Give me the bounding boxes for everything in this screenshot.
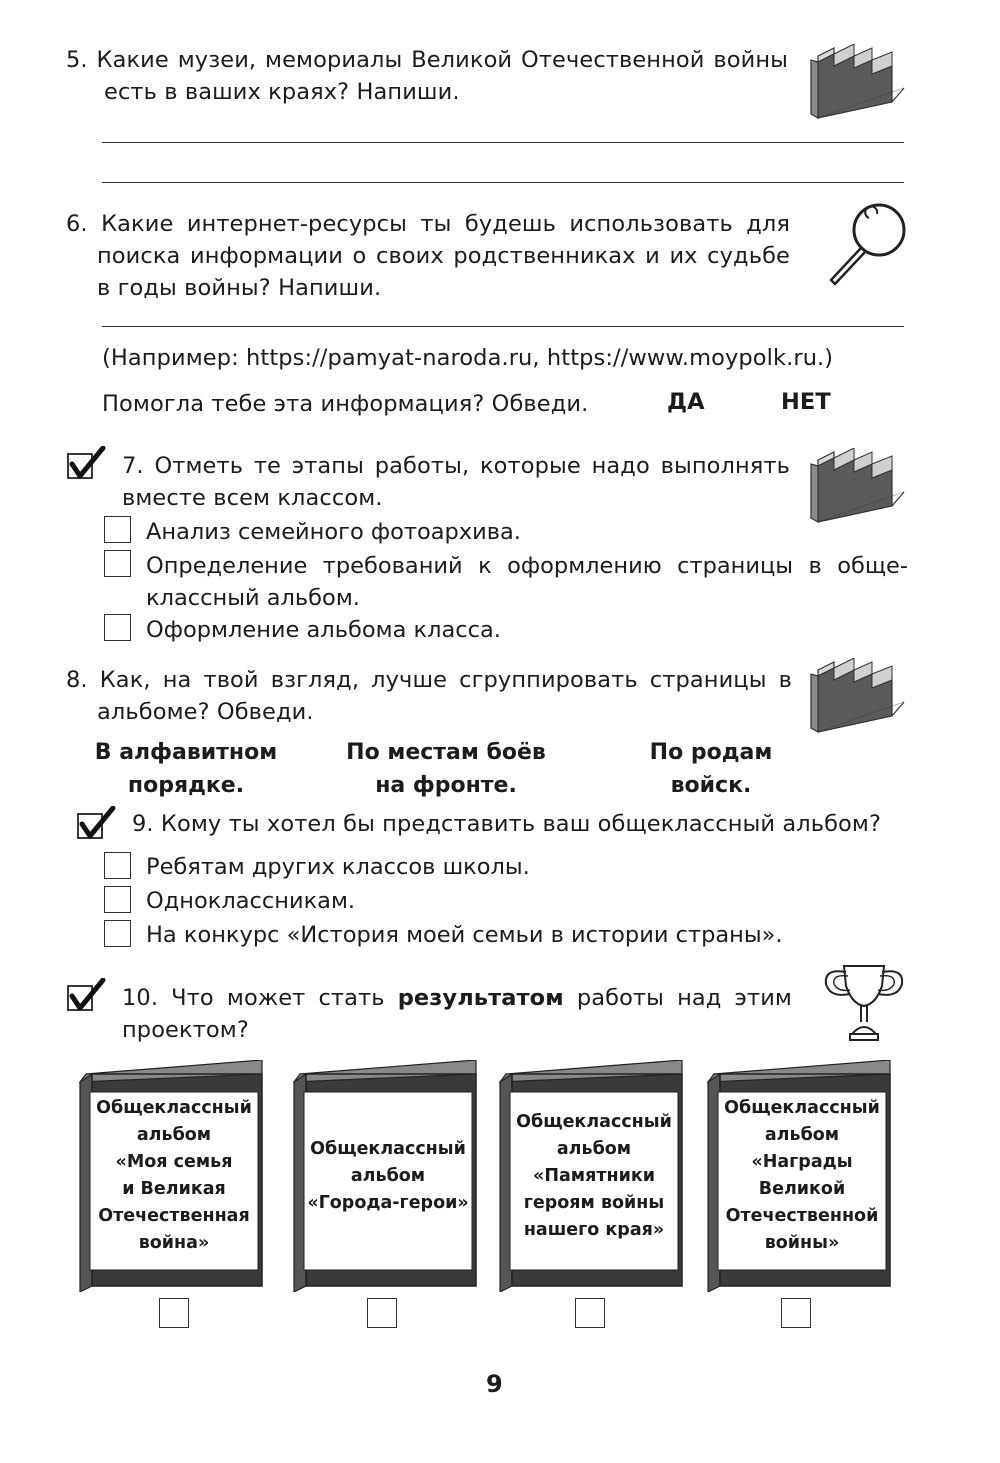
page-number: 9 [486,1370,503,1398]
trophy-icon [814,960,914,1044]
q8-choice1-line1: В алфавитном [94,740,278,765]
stairs-icon [808,658,908,738]
q6-example: (Например: https://pamyat-naroda.ru, https://www.moypolk.ru.) [102,345,834,371]
q9-option3-checkbox[interactable] [104,920,131,947]
q9-text-line1: 9. Кому ты хотел бы представить ваш общеклассный альбом? [132,811,882,837]
q7-text-line1: 7. Отметь те этапы работы, которые надо выполнять [122,453,790,479]
q10-text-line1 [122,982,792,1014]
book-album-1-title: Общеклассный альбом «Моя семья и Великая Отечественная война» [96,1098,252,1253]
q8-text-line1: 8. Как, на твой взгляд, лучше сгруппировать страницы в [66,667,792,693]
q9-option2-checkbox[interactable] [104,886,131,913]
q7-option3-label: Оформление альбома класса. [146,617,501,643]
q9-option1-label: Ребятам других классов школы. [146,854,530,880]
q7-option3-checkbox[interactable] [104,614,131,641]
book-album-4-title: Общеклассный альбом «Награды Великой Отечественной войны» [724,1098,880,1253]
q9-option3-label: На конкурс «История моей семьи в истории страны». [146,922,783,948]
book-album-1-checkbox[interactable] [159,1298,189,1328]
q8-choice-troop-types[interactable] [636,736,786,802]
q8-choice2-line2: на фронте. [375,773,517,798]
q7-option2-label-line1: Определение требований к оформлению страницы в обще- [146,553,908,579]
book-album-3-checkbox[interactable] [575,1298,605,1328]
q6-answer-yes[interactable]: ДА [667,389,705,415]
q8-choice-battle-places[interactable] [340,736,552,802]
q5-text-line2: есть в ваших краях? Напиши. [104,79,460,105]
q5-answer-line-2[interactable] [102,182,904,183]
q8-text-line2: альбоме? Обведи. [97,699,314,725]
q10-text-line2: проектом? [122,1017,249,1043]
q5-text-line1: 5. Какие музеи, мемориалы Великой Отечественной войны [66,47,788,73]
q10-text-suffix: работы над этим [563,985,793,1011]
q6-text-line3: в годы войны? Напиши. [97,275,382,301]
book-album-2-title: Общеклассный альбом «Города-герои» [307,1138,469,1213]
magnifier-icon [818,200,924,290]
q7-option1-checkbox[interactable] [104,516,131,543]
q6-text-line2: поиска информации о своих родственниках и их судьбе [97,243,790,269]
q8-choice2-line1: По местам боёв [346,740,546,765]
book-album-2-checkbox[interactable] [367,1298,397,1328]
q9-option1-checkbox[interactable] [104,852,131,879]
stairs-icon [808,44,908,124]
book-album-3-title: Общеклассный альбом «Памятники героям войны нашего края» [516,1111,672,1240]
stairs-icon [808,448,908,528]
book-album-1[interactable] [76,1060,266,1292]
book-album-2[interactable] [290,1060,480,1292]
checkmark-icon [76,806,116,840]
q6-answer-no[interactable]: НЕТ [781,389,831,415]
book-album-4[interactable] [704,1060,894,1292]
q6-answer-line[interactable] [102,326,904,327]
q10-text-bold: результатом [397,985,564,1011]
q5-answer-line-1[interactable] [102,142,904,143]
book-album-3[interactable] [496,1060,686,1292]
q9-option2-label: Одноклассникам. [146,888,356,914]
q7-text-line2: вместе всем классом. [122,485,383,511]
q7-option2-label-line2: классный альбом. [146,585,360,611]
checkmark-icon [66,978,106,1012]
q8-choice3-line2: войск. [670,773,752,798]
q7-option1-label: Анализ семейного фотоархива. [146,519,521,545]
checkmark-icon [66,446,106,480]
q10-text-prefix: 10. Что может стать [122,985,398,1011]
q7-option2-checkbox[interactable] [104,550,131,577]
q6-text-line1: 6. Какие интернет-ресурсы ты будешь использовать для [66,211,790,237]
q8-choice3-line1: По родам [649,740,773,765]
q6-helped-question: Помогла тебе эта информация? Обведи. [102,391,589,417]
q8-choice-alphabetical[interactable] [88,736,284,802]
q8-choice1-line2: порядке. [127,773,245,798]
book-album-4-checkbox[interactable] [781,1298,811,1328]
